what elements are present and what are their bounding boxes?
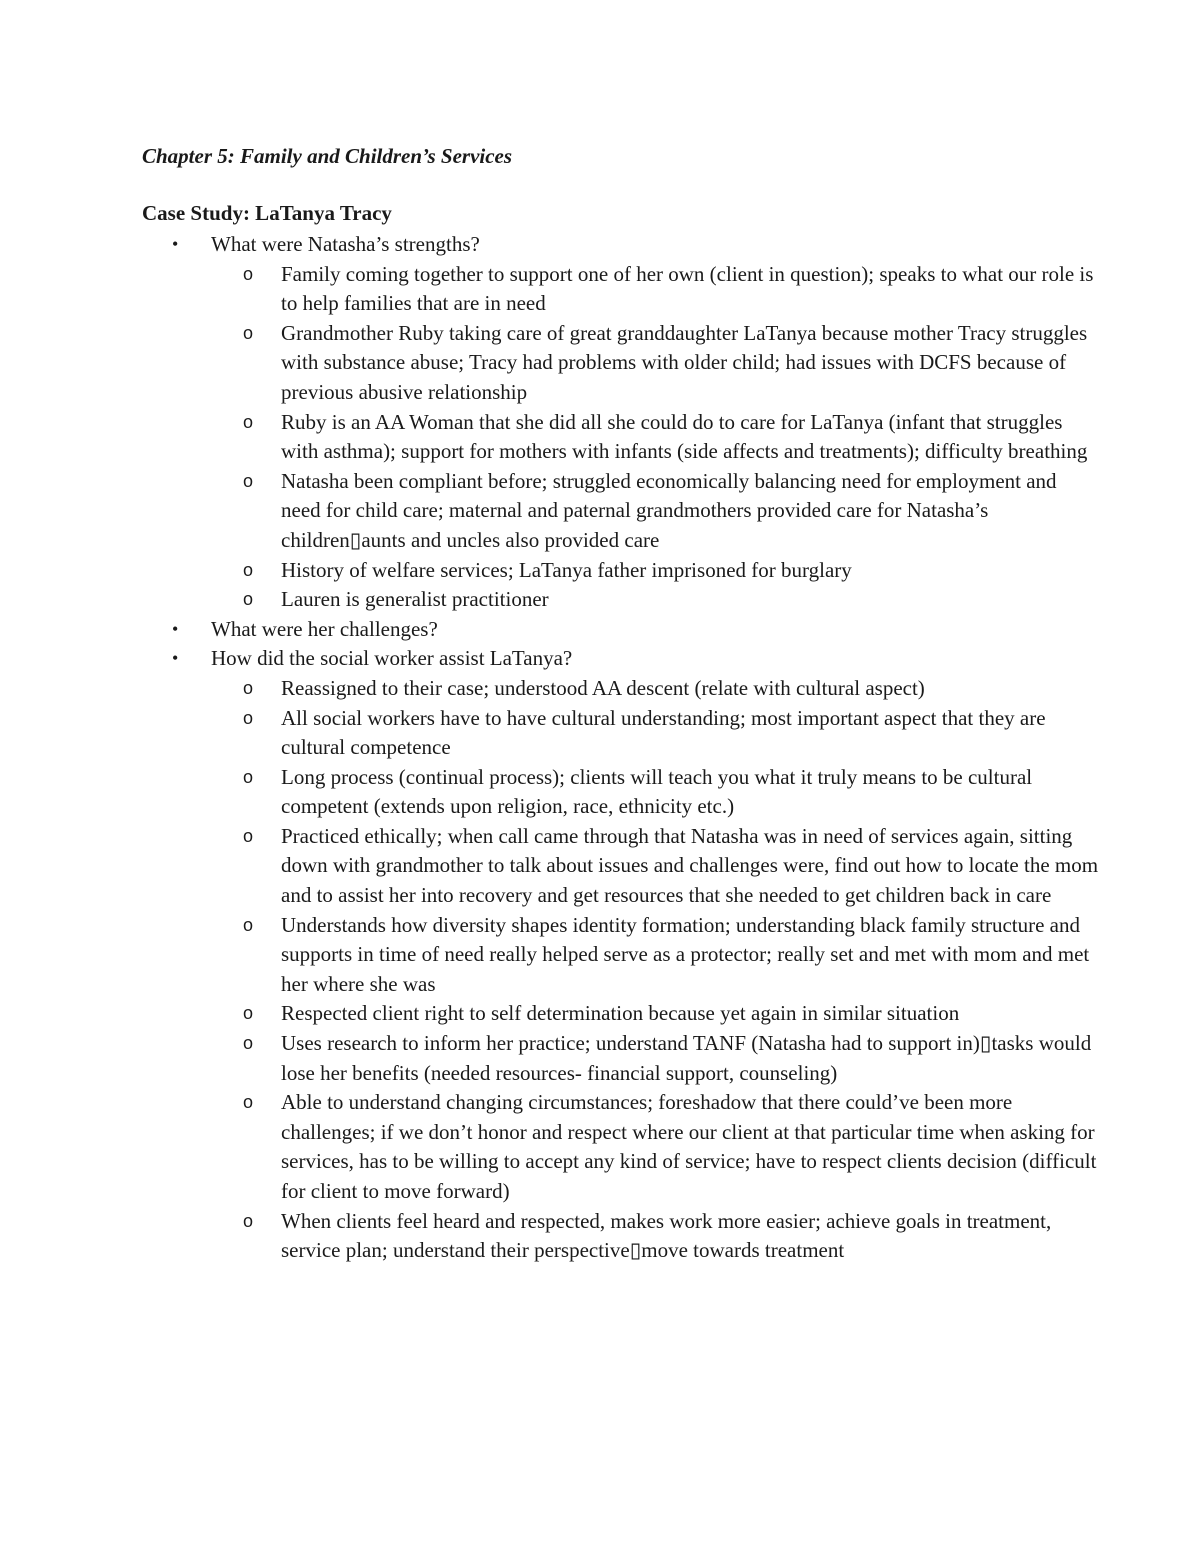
circle-bullet-icon: o (243, 766, 254, 787)
circle-bullet-icon: o (243, 322, 254, 343)
circle-bullet-icon: o (243, 470, 254, 491)
answer-list (211, 260, 1094, 615)
answer-text: All social workers have to have cultural understanding; most important aspect that they are cultural competence (281, 705, 1046, 760)
question-text: How did the social worker assist LaTanya? (211, 646, 573, 671)
answer-item (243, 911, 1101, 1000)
answer-text: Family coming together to support one of her own (client in question); speaks to what our role is to help families that are in need (281, 261, 1094, 316)
question-text: What were Natasha’s strengths? (211, 232, 480, 256)
answer-item (243, 999, 1101, 1029)
question-item (172, 230, 1094, 615)
answer-text: Able to understand changing circumstances; foreshadow that there could’ve been more challenges; if we don’t honor and respect where our client at that particular time when asking for services, has to be willing to accept any kind of service; have to respect clients decision (difficult for client to move forward) (281, 1090, 1097, 1203)
answer-text: Respected client right to self determination because yet again in similar situation (281, 1001, 960, 1026)
answer-item (243, 556, 1101, 586)
circle-bullet-icon: o (243, 914, 254, 935)
answer-text: Ruby is an AA Woman that she did all she could do to care for LaTanya (infant that struggles with asthma); support for mothers with infants (side affects and treatments); difficulty breathing (281, 409, 1088, 464)
answer-item (243, 1207, 1101, 1266)
answer-item (243, 822, 1101, 911)
answer-text: Reassigned to their case; understood AA descent (relate with cultural aspect) (281, 675, 925, 700)
question-item (172, 615, 1072, 645)
answer-text: Long process (continual process); clients will teach you what it truly means to be cultural competent (extends upon religion, race, ethnicity etc.) (281, 764, 1033, 819)
answer-text: History of welfare services; LaTanya father imprisoned for burglary (281, 557, 852, 582)
circle-bullet-icon: o (243, 1003, 254, 1024)
answer-item (243, 408, 1101, 467)
circle-bullet-icon: o (243, 589, 254, 610)
circle-bullet-icon: o (243, 707, 254, 728)
answer-item (243, 674, 1101, 704)
answer-list (211, 674, 1099, 1266)
bullet-icon: • (172, 234, 179, 254)
answer-text: Natasha been compliant before; struggled economically balancing need for employment and need for child care; maternal and paternal grandmothers provided care for Natasha’s children▯aunts and uncles also provided care (281, 468, 1057, 552)
answer-text: Practiced ethically; when call came through that Natasha was in need of services again, sitting down with grandmother to talk about issues and challenges were, find out how to locate the mom and to assist her into recovery and get resources that she needed to get children back in care (281, 823, 1099, 908)
circle-bullet-icon: o (243, 411, 254, 432)
answer-item (243, 585, 1101, 615)
question-text: What were her challenges? (211, 616, 438, 641)
answer-text: Grandmother Ruby taking care of great granddaughter LaTanya because mother Tracy struggles with substance abuse; Tracy had problems with older child; had issues with DCFS because of previous abusive relationship (281, 320, 1088, 404)
answer-item (243, 1029, 1101, 1088)
bullet-icon: • (172, 648, 179, 669)
answer-item (243, 763, 1101, 822)
answer-text: When clients feel heard and respected, makes work more easier; achieve goals in treatment, service plan; understand their perspective▯move towards treatment (281, 1208, 1052, 1263)
answer-text: Uses research to inform her practice; understand TANF (Natasha had to support in)▯tasks would lose her benefits (needed resources- financial support, counseling) (281, 1031, 1092, 1085)
bullet-icon: • (172, 618, 179, 639)
circle-bullet-icon: o (243, 263, 254, 284)
answer-item (243, 260, 1101, 319)
circle-bullet-icon: o (243, 825, 254, 846)
circle-bullet-icon: o (243, 1210, 254, 1231)
answer-item (243, 1088, 1101, 1206)
answer-item (243, 467, 1101, 556)
circle-bullet-icon: o (243, 677, 254, 698)
answer-text: Understands how diversity shapes identity formation; understanding black family structure and supports in time of need really helped serve as a protector; really set and met with mom and met her where she was (281, 912, 1090, 996)
circle-bullet-icon: o (243, 1092, 254, 1113)
question-item (172, 644, 1099, 1265)
answer-item (243, 704, 1101, 763)
question-list (172, 230, 1099, 1266)
answer-item (243, 319, 1101, 408)
chapter-title: Chapter 5: Family and Children’s Services (142, 144, 513, 168)
case-study-title: Case Study: LaTanya Tracy (142, 201, 392, 225)
circle-bullet-icon: o (243, 1033, 254, 1054)
answer-text: Lauren is generalist practitioner (281, 587, 549, 612)
circle-bullet-icon: o (243, 559, 254, 580)
